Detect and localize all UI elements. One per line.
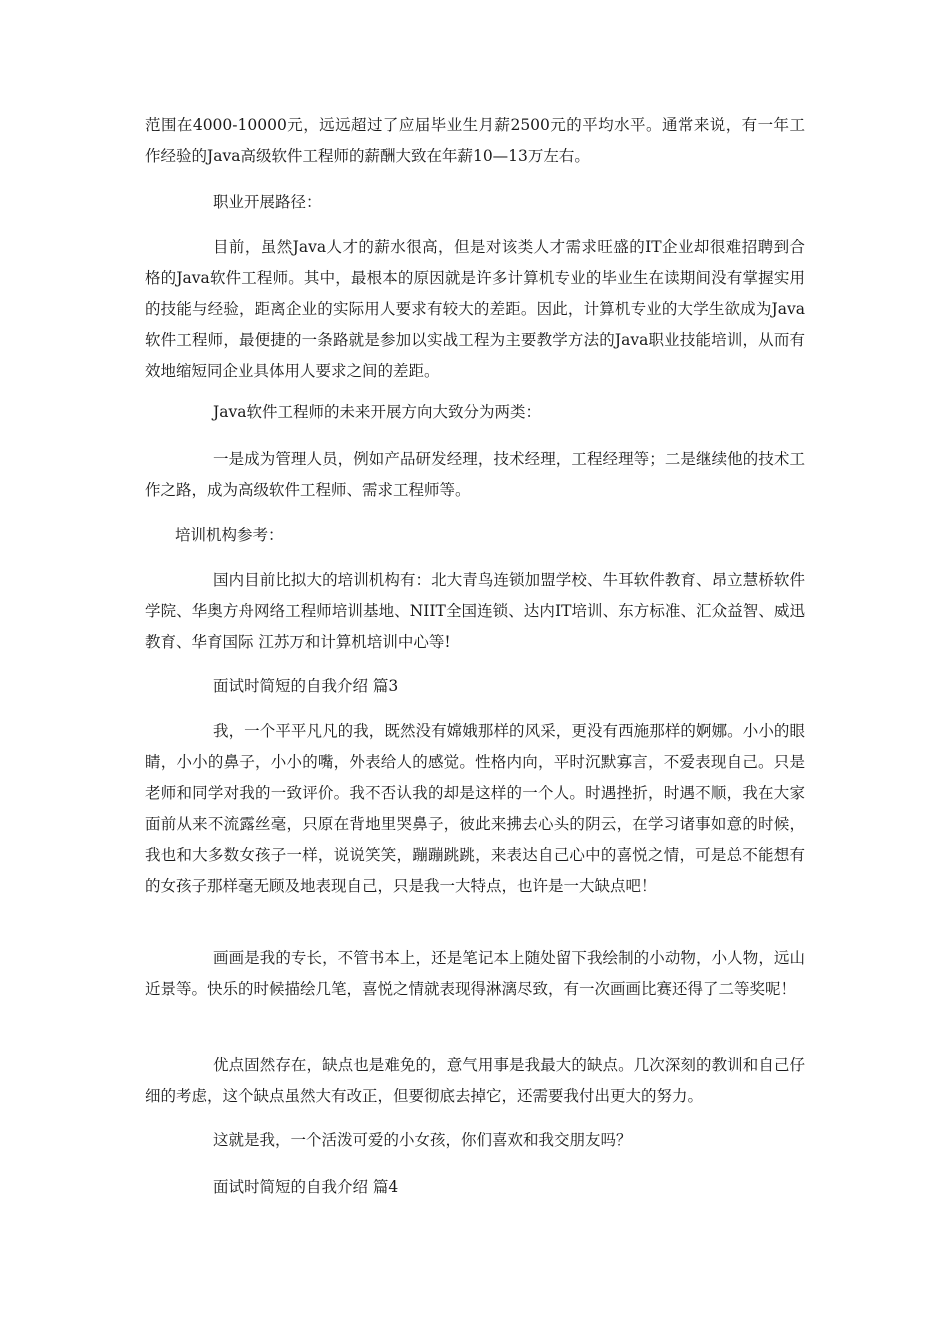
- paragraph-self-intro-1: 我，一个平平凡凡的我，既然没有嫦娥那样的风采，更没有西施那样的婀娜。小小的眼睛，小小的鼻子，小小的嘴，外表给人的感觉。性格内向，平时沉默寡言，不爱表现自己。只是老师和同学对我的一致评价。我不否认我的却是这样的一个人。时遇挫折，时遇不顺，我在大家面前从来不流露丝毫，只原在背地里哭鼻子，彼此来拂去心头的阴云，在学习诸事如意的时候，我也和大多数女孩子一样，说说笑笑，蹦蹦跳跳，来表达自己心中的喜悦之情，可是总不能想有的女孩子那样毫无顾及地表现自己，只是我一大特点，也许是一大缺点吧！: [145, 722, 805, 895]
- heading-future-direction: Java软件工程师的未来开展方向大致分为两类：: [213, 403, 541, 421]
- section-title-part4: 面试时简短的自我介绍 篇4: [213, 1178, 399, 1196]
- heading-training-reference: 培训机构参考：: [175, 526, 284, 544]
- paragraph-training-institutions: 国内目前比拟大的培训机构有：北大青鸟连锁加盟学校、牛耳软件教育、昂立慧桥软件学院、华奥方舟网络工程师培训基地、NIIT全国连锁、达内IT培训、东方标准、汇众益智、威迅教育、华育国际 江苏万和计算机培训中心等!: [145, 571, 805, 651]
- paragraph-self-intro-2: 画画是我的专长，不管书本上，还是笔记本上随处留下我绘制的小动物，小人物，远山近景等。快乐的时候描绘几笔，喜悦之情就表现得淋漓尽致，有一次画画比赛还得了二等奖呢！: [145, 949, 805, 998]
- paragraph-career-path: 目前，虽然Java人才的薪水很高，但是对该类人才需求旺盛的IT企业却很难招聘到合格的Java软件工程师。其中，最根本的原因就是许多计算机专业的毕业生在读期间没有掌握实用的技能与经验，距离企业的实际用人要求有较大的差距。因此，计算机专业的大学生欲成为Java软件工程师，最便捷的一条路就是参加以实战工程为主要教学方法的Java职业技能培训，从而有效地缩短同企业具体用人要求之间的差距。: [145, 238, 805, 380]
- paragraph-self-intro-3: 优点固然存在，缺点也是难免的，意气用事是我最大的缺点。几次深刻的教训和自己仔细的考虑，这个缺点虽然大有改正，但要彻底去掉它，还需要我付出更大的努力。: [145, 1056, 805, 1105]
- paragraph-future-direction: 一是成为管理人员，例如产品研发经理，技术经理，工程经理等；二是继续他的技术工作之路，成为高级软件工程师、需求工程师等。: [145, 450, 805, 499]
- paragraph-self-intro-4: 这就是我，一个活泼可爱的小女孩，你们喜欢和我交朋友吗？: [213, 1131, 632, 1149]
- heading-career-path: 职业开展路径：: [213, 193, 322, 211]
- section-title-part3: 面试时简短的自我介绍 篇3: [213, 677, 399, 695]
- paragraph-salary: 范围在4000-10000元，远远超过了应届毕业生月薪2500元的平均水平。通常来说，有一年工作经验的Java高级软件工程师的薪酬大致在年薪10—13万左右。: [145, 116, 805, 165]
